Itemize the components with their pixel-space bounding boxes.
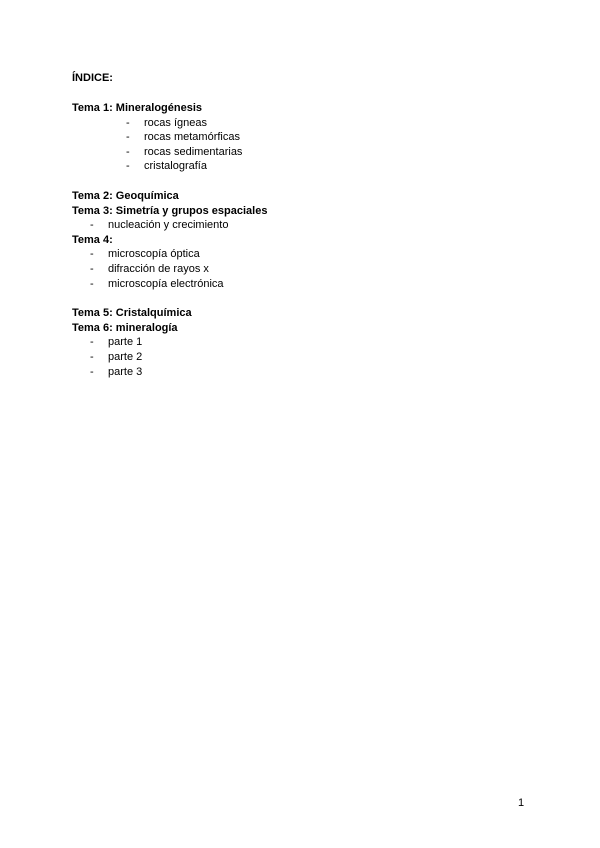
list-item-text: parte 2 [108,350,143,363]
list-item-text: difracción de rayos x [108,262,209,275]
list-item [72,116,542,131]
list-item-text: microscopía electrónica [108,277,224,290]
tema-3-list [72,218,542,233]
list-item [72,365,542,380]
list-item-text: parte 1 [108,336,143,349]
tema-1-list [72,116,542,174]
page-number: 1 [518,797,525,809]
list-item [72,247,542,262]
tema-6-list [72,335,542,379]
list-item-text: nucleación y crecimiento [108,219,229,232]
bullet-dash: - [126,145,130,158]
spacer [72,174,542,189]
list-item-text: rocas ígneas [144,116,207,129]
list-item [72,130,542,145]
bullet-dash: - [126,116,130,129]
tema-3-title: Tema 3: Simetría y grupos espaciales [72,204,268,217]
spacer [72,86,542,101]
bullet-dash: - [90,262,94,275]
list-item-text: rocas metamórficas [144,131,240,144]
bullet-dash: - [90,365,94,378]
list-item [72,335,542,350]
list-item [72,277,542,292]
bullet-dash: - [90,336,94,349]
bullet-dash: - [126,160,130,173]
bullet-dash: - [90,219,94,232]
tema-1-title: Tema 1: Mineralogénesis [72,102,203,114]
list-item-text: parte 3 [108,365,143,378]
list-item [72,262,542,277]
list-item-text: rocas sedimentarias [144,145,243,158]
tema-5-title: Tema 5: Cristalquímica [72,307,192,320]
tema-4-title: Tema 4: [72,233,113,246]
toc-heading: ÍNDICE: [72,72,113,84]
tema-2-title: Tema 2: Geoquímica [72,189,179,202]
bullet-dash: - [126,131,130,144]
list-item-text: microscopía óptica [108,248,200,261]
bullet-dash: - [90,277,94,290]
list-item-text: cristalografía [144,160,207,173]
list-item [72,159,542,174]
tema-4-list [72,247,542,291]
list-item [72,218,542,233]
list-item [72,145,542,160]
table-of-contents [72,71,542,379]
list-item [72,350,542,365]
tema-6-title: Tema 6: mineralogía [72,321,178,334]
bullet-dash: - [90,350,94,363]
bullet-dash: - [90,248,94,261]
spacer [72,291,542,306]
